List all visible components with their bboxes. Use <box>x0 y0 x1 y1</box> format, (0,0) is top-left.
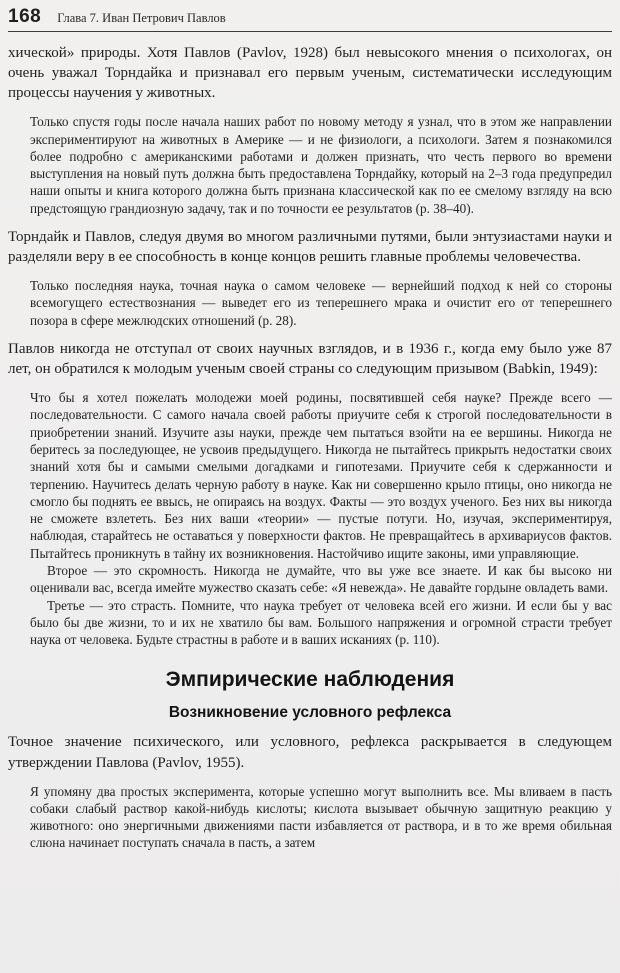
quote-science-of-man <box>30 277 612 329</box>
paragraph-pavlov-appeal-intro: Павлов никогда не отступал от своих научных взглядов, и в 1936 г., когда ему было уже 87 лет, он обратился к молодым ученым своей страны со следующим призывом (Babkin, 1949): <box>8 341 612 378</box>
page-header <box>8 6 612 28</box>
paragraph-thorndike-and-pavlov: Торндайк и Павлов, следуя двумя во многом различными путями, были энтузиастами науки и разделяли веру в ее способность в конце концов решить главные проблемы человечества. <box>8 228 612 266</box>
quote-text-passion: Третье — это страсть. Помните, что наука требует от человека всей его жизни. И если бы у вас было бы две жизни, то и их не хватило бы вам. Большого напряжения и огромной страсти требует наука от человека. Будьте страстны в работе и в ваших исканиях (р. 110). <box>30 597 612 648</box>
quote-pavlov-1928 <box>30 113 612 217</box>
paragraph-reflex-meaning: Точное значение психического, или условного, рефлекса раскрывается в следующем утверждении Павлова (Pavlov, 1955). <box>8 734 612 771</box>
section-heading-empirical-observations: Эмпирические наблюдения <box>165 668 455 692</box>
quote-pavlov-1955 <box>30 783 612 852</box>
paragraph-thorndike-opinion: хической» природы. Хотя Павлов (Pavlov, 1928) был невысокого мнения о психологах, он очень уважал Торндайка и признавал его первым ученым, систематически исследующим процессы научения у животных. <box>8 45 612 102</box>
quote-babkin-1949 <box>30 389 612 648</box>
page-number: 168 <box>8 6 42 27</box>
subsection-heading-conditioned-reflex: Возникновение условного рефлекса <box>168 704 452 722</box>
quote-text: Только спустя годы после начала наших работ по новому методу я узнал, что в этом же направлении экспериментируют на животных в Америке — и не физиологи, а психологи. Затем я познакомился более подробно с американскими работами и должен признать, что честь первого во времени выступления на новый путь должна быть предоставлена Торндайку, который на 2–3 года предупредил наши опыты и книга которого должна быть признана классической как по ее смелому взгляду на всю предстоящую грандиозную задачу, так и по точности ее результатов (р. 38–40). <box>30 114 612 216</box>
quote-text: Я упомяну два простых эксперимента, которые успешно могут выполнить все. Мы вливаем в пасть собаки слабый раствор какой-нибудь кислоты; кислота вызывает обычную защитную реакцию у животного: оно энергичными движениями пасти избавляется от раствора, и в то же время обильная слюна начинает поступать сначала в пасть, а затем <box>30 783 612 851</box>
header-rule <box>8 31 612 32</box>
chapter-title: Глава 7. Иван Петрович Павлов <box>57 11 226 25</box>
quote-text: Только последняя наука, точная наука о самом человеке — вернейший подход к ней со стороны всемогущего естествознания — выведет его из теперешнего мрака и очистит его от теперешнего позора в сфере межлюдских отношений (р. 28). <box>30 278 612 328</box>
quote-text-modesty: Второе — это скромность. Никогда не думайте, что вы уже все знаете. И как бы высоко ни оценивали вас, всегда имейте мужество сказать себе: «Я невежда». Не давайте гордыне овладеть вами. <box>30 563 612 596</box>
quote-text-consistency: Что бы я хотел пожелать молодежи моей родины, посвятившей себя науке? Прежде всего — последовательности. С самого начала своей работы приучите себя к строгой последовательности в приобретении знаний. Изучите азы науки, прежде чем пытаться взойти на ее вершины. Никогда не беритесь за последующее, не усвоив предыдущего. Никогда не пытайтесь прикрыть недостатки своих знаний хотя бы и самыми смелыми догадками и гипотезами. Приучите себя к сдержанности и терпению. Научитесь делать черную работу в науке. Как ни совершенно крыло птицы, оно никогда не смогло бы поднять ее ввысь, не опираясь на воздух. Факты — это воздух ученого. Без них вы никогда не сможете взлететь. Без них ваши «теории» — пустые потуги. Но, изучая, экспериментируя, наблюдая, старайтесь не оставаться у поверхности фактов. Не превращайтесь в архивариусов фактов. Пытайтесь проникнуть в тайну их возникновения. Настойчиво ищите законы, ими управляющие. <box>30 390 612 561</box>
